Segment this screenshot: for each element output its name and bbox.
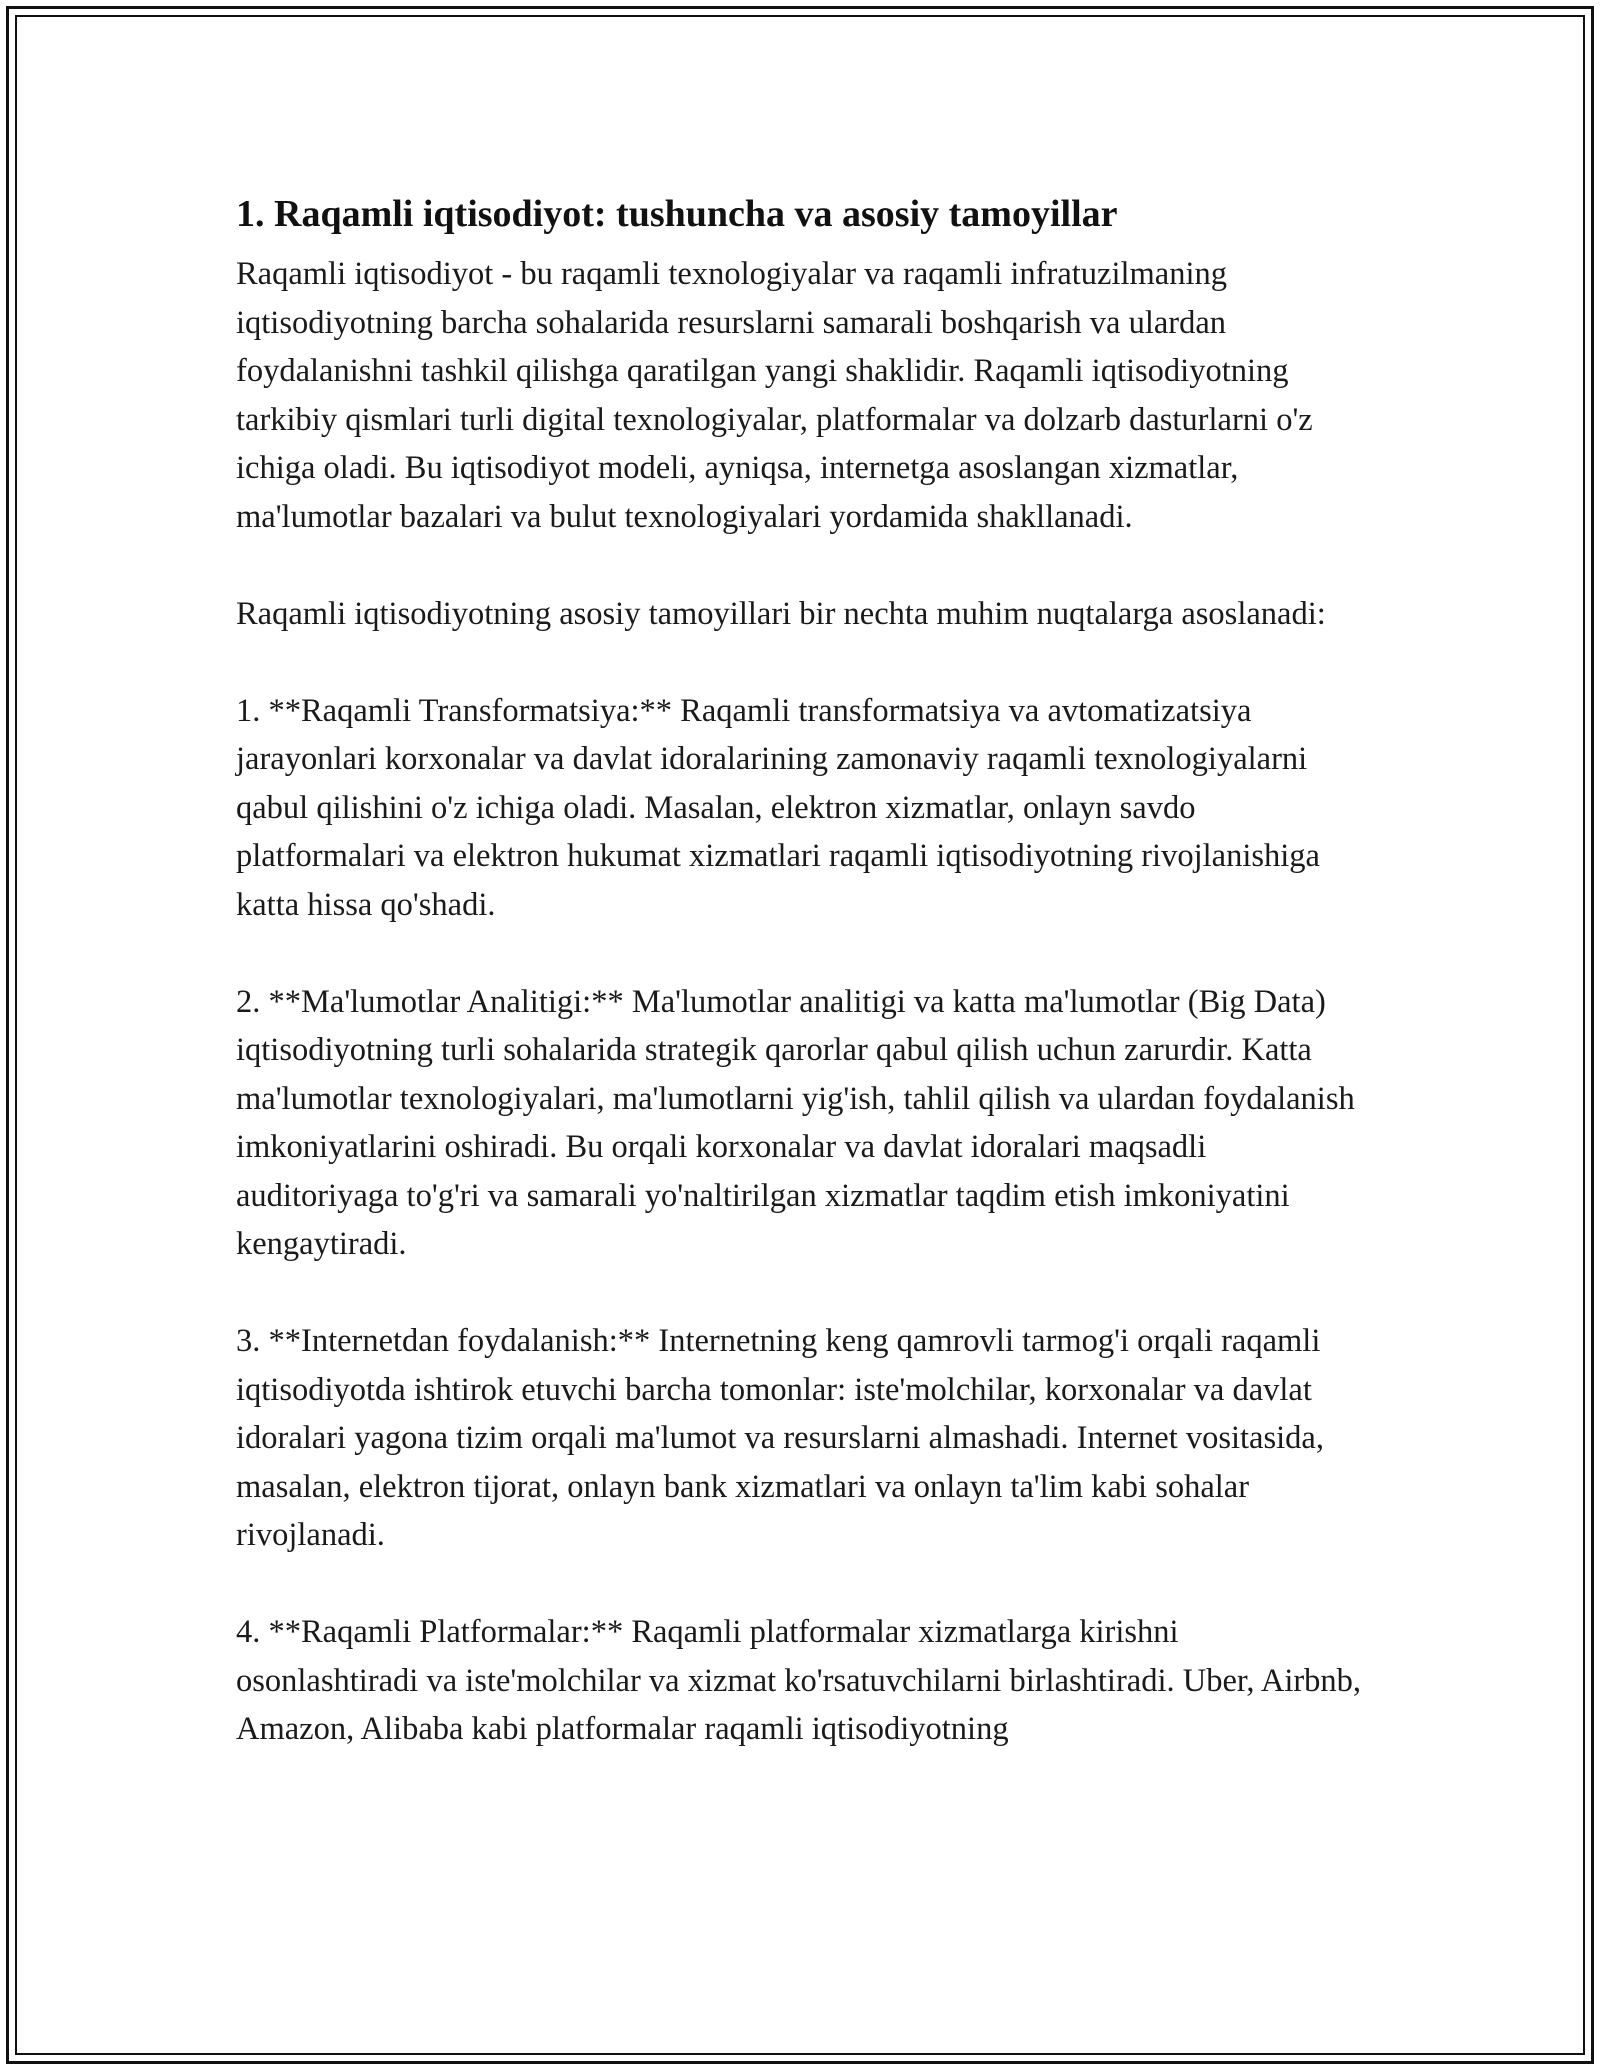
- paragraph-data-analytics: 2. **Ma'lumotlar Analitigi:** Ma'lumotlar analitigi va katta ma'lumotlar (Big Data) iqtisodiyotning turli sohalarida strategik qarorlar qabul qilish uchun zarurdir. Katta ma'lumotlar texnologiyalari, ma'lumotlarni yig'ish, tahlil qilish va ulardan foydalanish imkoniyatlarini oshiradi. Bu orqali korxonalar va davlat idoralari maqsadli auditoriyaga to'g'ri va samarali yo'naltirilgan xizmatlar taqdim etish imkoniyatini kengaytiradi.: [236, 983, 1355, 1262]
- paragraph-principles-intro: Raqamli iqtisodiyotning asosiy tamoyillari bir nechta muhim nuqtalarga asoslanadi:: [236, 595, 1326, 632]
- paragraph-digital-transformation: 1. **Raqamli Transformatsiya:** Raqamli transformatsiya va avtomatizatsiya jarayonlari korxonalar va davlat idoralarining zamonaviy raqamli texnologiyalarni qabul qilishini o'z ichiga oladi. Masalan, elektron xizmatlar, onlayn savdo platformalari va elektron hukumat xizmatlari raqamli iqtisodiyotning rivojlanishiga katta hissa qo'shadi.: [236, 692, 1320, 923]
- paragraph-internet-usage: 3. **Internetdan foydalanish:** Internetning keng qamrovli tarmog'i orqali raqamli iqtisodiyotda ishtirok etuvchi barcha tomonlar: iste'molchilar, korxonalar va davlat idoralari yagona tizim orqali ma'lumot va resurslarni almashadi. Internet vositasida, masalan, elektron tijorat, onlayn bank xizmatlari va onlayn ta'lim kabi sohalar rivojlanadi.: [236, 1323, 1324, 1553]
- section-heading: 1. Raqamli iqtisodiyot: tushuncha va asosiy tamoyillar: [236, 193, 1118, 235]
- document-body: [236, 188, 1366, 1754]
- paragraph-definition: Raqamli iqtisodiyot - bu raqamli texnologiyalar va raqamli infratuzilmaning iqtisodiyotning barcha sohalarida resurslarni samarali boshqarish va ulardan foydalanishni tashkil qilishga qaratilgan yangi shaklidir. Raqamli iqtisodiyotning tarkibiy qismlari turli digital texnologiyalar, platformalar va dolzarb dasturlarni o'z ichiga oladi. Bu iqtisodiyot modeli, ayniqsa, internetga asoslangan xizmatlar, ma'lumotlar bazalari va bulut texnologiyalari yordamida shakllanadi.: [236, 256, 1313, 535]
- paragraph-digital-platforms: 4. **Raqamli Platformalar:** Raqamli platformalar xizmatlarga kirishni osonlashtiradi va iste'molchilar va xizmat ko'rsatuvchilarni birlashtiradi. Uber, Airbnb, Amazon, Alibaba kabi platformalar raqamli iqtisodiyotning: [236, 1614, 1362, 1747]
